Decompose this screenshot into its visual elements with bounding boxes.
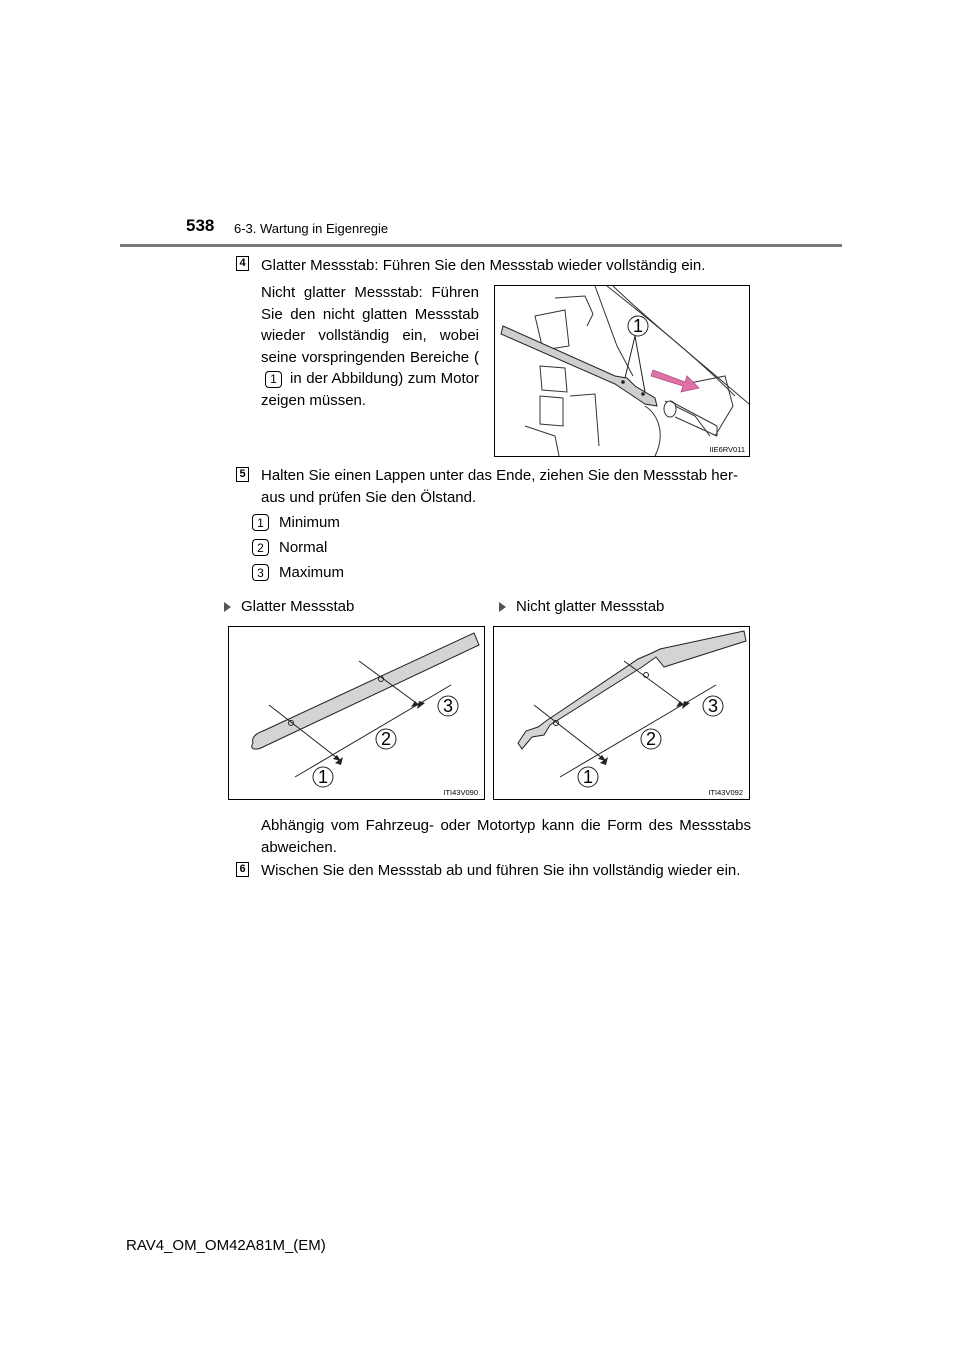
legend-badge: 2 — [252, 539, 269, 556]
step-5-text: Halten Sie einen Lappen unter das Ende, ziehen Sie den Messstab her-aus und prüfen Sie den Ölstand. — [261, 467, 738, 506]
smooth-dipstick-illustration — [229, 627, 484, 799]
figure-code: ITI43V092 — [708, 788, 743, 797]
bullet-triangle-icon — [224, 602, 231, 612]
figure-callout-1: 1 — [632, 316, 644, 336]
page-number: 538 — [186, 216, 215, 235]
notched-dipstick-figure — [493, 626, 750, 800]
step-4-marker: 4 — [236, 256, 249, 271]
smooth-dipstick-figure — [228, 626, 485, 800]
figure-code: IIE6RV011 — [709, 445, 745, 454]
callout-3: 3 — [442, 696, 454, 716]
callout-1: 1 — [582, 767, 594, 787]
step-4-note-part2: in der Abbildung) zum Motor zeigen müssen. — [261, 370, 479, 409]
engine-illustration — [495, 286, 749, 456]
step-4-text: Glatter Messstab: Führen Sie den Messstab wieder vollständig ein. — [261, 257, 706, 274]
figure-caption-smooth: Glatter Messstab — [224, 596, 354, 617]
step-6-marker: 6 — [236, 862, 249, 877]
legend-list — [252, 514, 344, 581]
document-code: RAV4_OM_OM42A81M_(EM) — [126, 1237, 326, 1254]
callout-3: 3 — [707, 696, 719, 716]
legend-item — [252, 514, 344, 531]
legend-item — [252, 564, 344, 581]
engine-dipstick-figure — [494, 285, 750, 457]
figure-caption-notched: Nicht glatter Messstab — [499, 596, 664, 617]
callout-1-badge: 1 — [265, 371, 282, 388]
legend-badge: 3 — [252, 564, 269, 581]
legend-label: Maximum — [279, 564, 345, 581]
step-6-text: Wischen Sie den Messstab ab und führen Sie ihn vollständig wieder ein. — [261, 862, 741, 879]
step-5-note: Abhängig vom Fahrzeug- oder Motortyp kann die Form des Messstabs abweichen. — [261, 817, 751, 856]
step-5-marker: 5 — [236, 467, 249, 482]
figure-code: ITI43V090 — [443, 788, 478, 797]
header-rule — [120, 244, 842, 247]
legend-label: Normal — [279, 539, 328, 556]
legend-item — [252, 539, 344, 556]
legend-label: Minimum — [279, 514, 340, 531]
insert-direction-arrow — [651, 370, 699, 392]
section-title: 6-3. Wartung in Eigenregie — [234, 221, 389, 236]
callout-1: 1 — [317, 767, 329, 787]
bullet-triangle-icon — [499, 602, 506, 612]
step-4-note-part1: Nicht glatter Messstab: Führen Sie den nicht glatten Messstab wieder vollständig ein, wobei seine vorspringenden Bereiche ( — [261, 284, 479, 366]
callout-2: 2 — [380, 729, 392, 749]
legend-badge: 1 — [252, 514, 269, 531]
callout-2: 2 — [645, 729, 657, 749]
step-4-note — [261, 282, 479, 412]
notched-dipstick-illustration — [494, 627, 749, 799]
